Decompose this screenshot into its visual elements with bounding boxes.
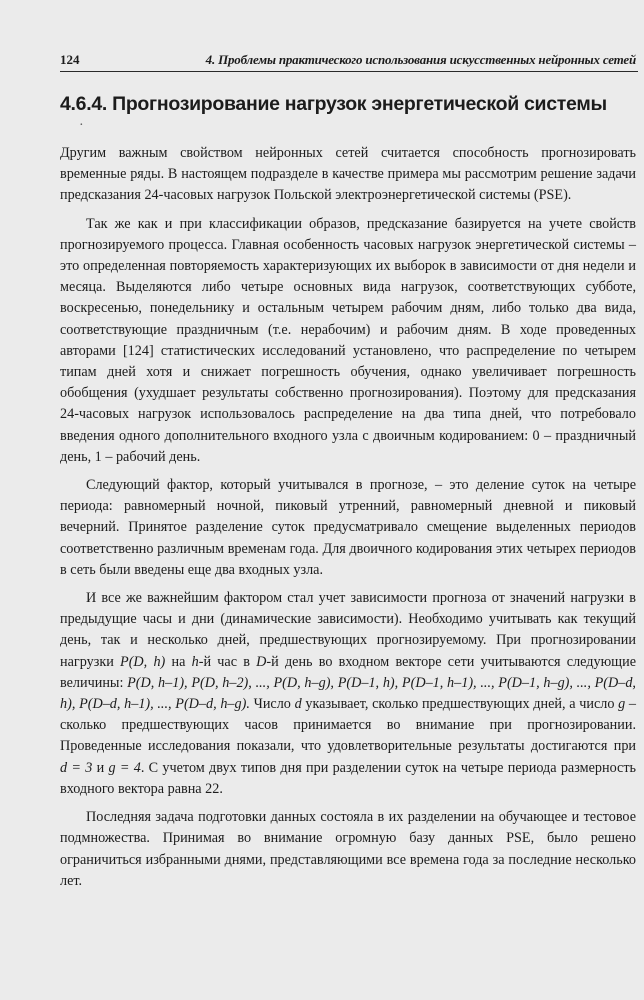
- p4-part-c: -й час в: [198, 653, 257, 670]
- p4-part-h: и: [92, 759, 109, 776]
- formula-D: D: [256, 653, 267, 670]
- page-header: [60, 52, 636, 68]
- paragraph-1: Другим важным свойством нейронных сетей считается способность прогнозировать временные ряды. В настоящем подразделе в качестве примера мы рассмотрим решение задачи предсказания 24-часовых нагрузок Польской электроэнергетической системы (PSE).: [60, 145, 636, 204]
- running-title: 4. Проблемы практического использования искусственных нейронных сетей: [205, 52, 636, 67]
- formula-g: g: [618, 696, 626, 713]
- body-text: [60, 143, 636, 899]
- formula-h: h: [191, 653, 199, 670]
- p4-part-e: Число: [249, 696, 295, 713]
- p4-part-a: И все же важнейшим фактором стал учет зависимости прогноза от значений нагрузки в предыдущие часы и дни (динамические зависимости). Необходимо учитывать как текущий день, так и несколько дней, предшествующих прогнозируемому. При прогнозировании нагрузки: [60, 590, 636, 670]
- paragraph-4: [60, 588, 636, 800]
- p4-part-i: . С учетом двух типов дня при разделении суток на четыре периода размерность входного вектора равна 22.: [60, 759, 636, 797]
- paragraph-2: Так же как и при классификации образов, предсказание базируется на учете свойств прогнозируемого процесса. Главная особенность часовых нагрузок энергетической системы – это определенная повторяемость характеризующих их выборок в зависимости от дня недели и месяца. Выделяются либо четыре основных вида нагрузок, соответствующих субботе, воскресенью, понедельнику и остальным четырем рабочим дням, либо только два вида, соответствующие праздничным (т.е. нерабочим) и рабочим дням. В ходе проведенных авторами [124] статистических исследований установлено, что распределение по четырем типам дней хотя и снижает погрешность обучения, однако увеличивает погрешность обобщения (ухудшает результаты собственно прогнозирования). Поэтому для предсказания 24-часовых нагрузок использовалось распределение на два типа дней, что потребовало введения одного дополнительного входного узла с двоичным кодированием: 0 – праздничный день, 1 – рабочий день.: [60, 215, 636, 465]
- section-title: 4.6.4. Прогнозирование нагрузок энергетической системы: [60, 93, 607, 115]
- formula-d-eq: d = 3: [60, 759, 93, 776]
- formula-P-D-h: P(D, h): [120, 653, 166, 670]
- scan-speck: ·: [79, 118, 84, 133]
- page-number: 124: [60, 52, 80, 67]
- p4-part-d: -й день во входном векторе сети учитываются следующие величины:: [60, 653, 636, 691]
- paragraph-5: Последняя задача подготовки данных состояла в их разделении на обучающее и тестовое подмножества. Принимая во внимание огромную базу данных PSE, было решено ограничиться избранными днями, представляющими все времена года за последние несколько лет.: [60, 809, 636, 889]
- formula-values-list: P(D, h–1), P(D, h–2), ..., P(D, h–g), P(D–1, h), P(D–1, h–1), ..., P(D–1, h–g), ..., P(D–d, h), P(D–d, h–1), ..., P(D–d, h–g).: [60, 674, 636, 713]
- p4-part-g: – сколько предшествующих часов принимается во внимание при прогнозировании. Проведенные исследования показали, что удовлетворительные результаты достигаются при: [60, 696, 636, 755]
- formula-d: d: [294, 696, 302, 713]
- formula-g-eq: g = 4: [108, 759, 141, 776]
- p4-part-b: на: [165, 653, 192, 670]
- paragraph-3: Следующий фактор, который учитывался в прогнозе, – это деление суток на четыре периода: равномерный ночной, пиковый утренний, равномерный дневной и пиковый вечерний. Принятое разделение суток предусматривало смещение выделенных периодов соответственно различным временам года. Для двоичного кодирования этих четырех периодов в сеть были введены еще два входных узла.: [60, 477, 636, 578]
- header-rule: [60, 71, 638, 72]
- p4-part-f: указывает, сколько предшествующих дней, а число: [301, 696, 619, 713]
